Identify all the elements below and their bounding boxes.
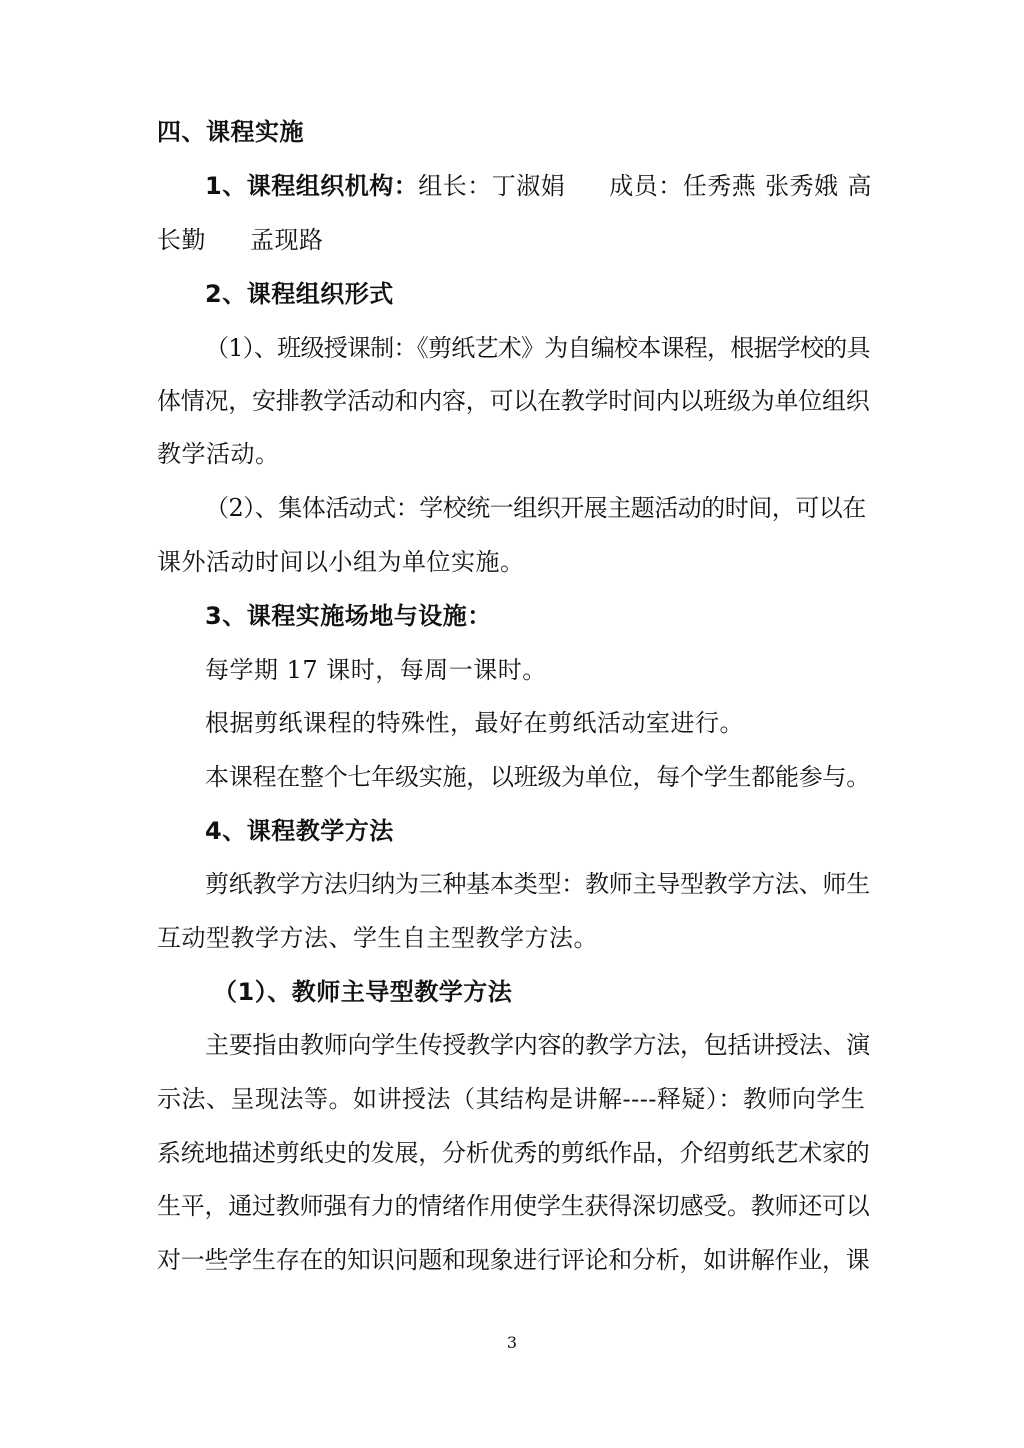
form-p1-line-1-text: （1）、班级授课制：《剪纸艺术》为自编校本课程，根据学校的具 [205, 334, 870, 362]
leader-name: 丁淑娟 [491, 172, 566, 200]
form-p1-line-2-text: 体情况，安排教学活动和内容，可以在教学时间内以班级为单位组织 [157, 387, 870, 415]
methods-sub-heading: （1）、教师主导型教学方法 [213, 978, 513, 1006]
member-2: 张秀娥 [765, 172, 839, 200]
organization-line-1 [205, 170, 872, 202]
member-3-part1: 高 [847, 172, 872, 200]
methods-intro-line-1: 剪纸教学方法归纳为三种基本类型：教师主导型教学方法、师生 [205, 870, 870, 898]
methods-p-line-2: 示法、呈现法等。如讲授法（其结构是讲解----释疑）：教师向学生 [157, 1085, 866, 1113]
venue-heading: 3、课程实施场地与设施： [205, 602, 492, 630]
form-p1-line-2 [157, 385, 872, 417]
methods-p-line-5: 对一些学生存在的知识问题和现象进行评论和分析，如讲解作业，课 [157, 1246, 870, 1274]
page-number: 3 [506, 1333, 518, 1352]
methods-intro-line-2: 互动型教学方法、学生自主型教学方法。 [157, 924, 598, 952]
methods-p-line-1: 主要指由教师向学生传授教学内容的教学方法，包括讲授法、演 [205, 1031, 870, 1059]
venue-line-3: 本课程在整个七年级实施，以班级为单位，每个学生都能参与。 [205, 763, 870, 791]
form-p2-line-2: 课外活动时间以小组为单位实施。 [157, 548, 525, 576]
form-p1-line-3: 教学活动。 [157, 440, 280, 468]
section-title: 四、课程实施 [157, 118, 304, 146]
organization-line-2 [157, 224, 872, 256]
organization-heading: 1、课程组织机构： [205, 172, 419, 200]
member-1: 任秀燕 [682, 172, 757, 200]
organization-left [205, 170, 756, 202]
member-4: 孟现路 [250, 226, 324, 254]
form-p2-line-1: （2）、集体活动式：学校统一组织开展主题活动的时间，可以在 [205, 494, 866, 522]
venue-line-2: 根据剪纸课程的特殊性，最好在剪纸活动室进行。 [205, 709, 744, 737]
methods-p-line-4: 生平，通过教师强有力的情绪作用使学生获得深切感受。教师还可以 [157, 1192, 870, 1220]
member-3-part2: 长勤 [157, 226, 206, 254]
methods-heading: 4、课程教学方法 [205, 817, 394, 845]
leader-label: 组长： [418, 172, 492, 200]
methods-p-line-3: 系统地描述剪纸史的发展，分析优秀的剪纸作品，介绍剪纸艺术家的 [157, 1139, 870, 1167]
venue-line-1: 每学期 17 课时，每周一课时。 [205, 656, 547, 684]
form-p1-line-1 [205, 332, 872, 364]
form-heading: 2、课程组织形式 [205, 280, 394, 308]
members-label: 成员： [609, 172, 683, 200]
